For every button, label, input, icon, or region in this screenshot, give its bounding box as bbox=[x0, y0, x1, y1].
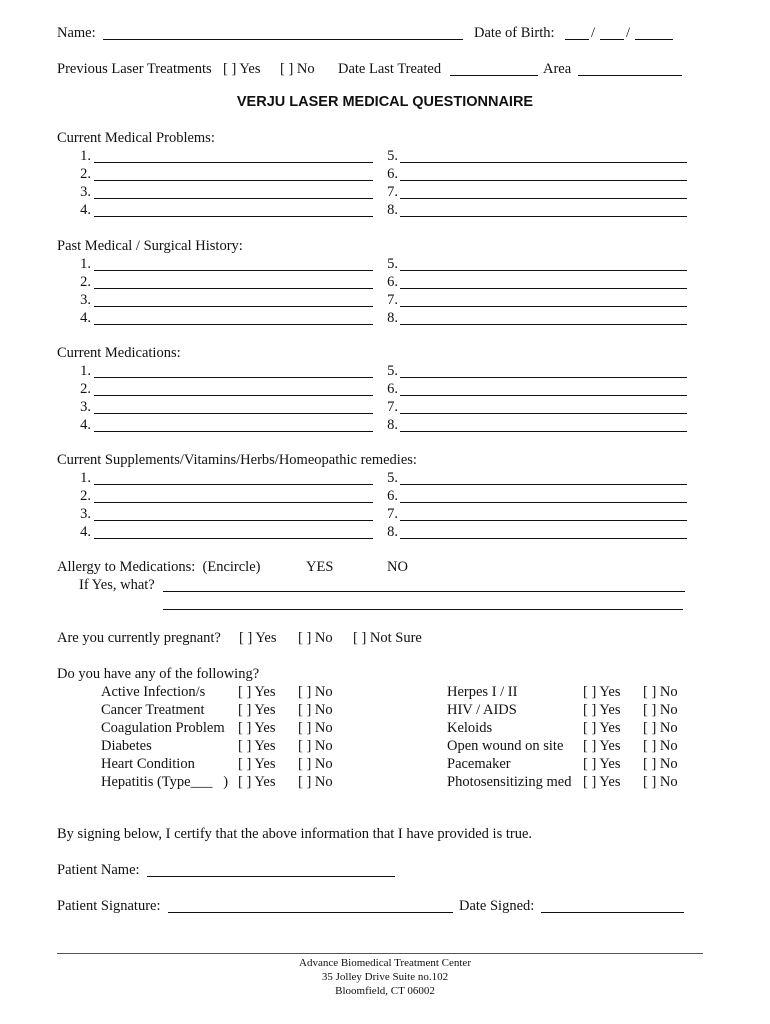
item-number: 4. bbox=[80, 417, 91, 433]
item-number: 8. bbox=[387, 524, 398, 540]
section-entry-field[interactable] bbox=[94, 198, 373, 199]
condition-no-checkbox[interactable]: [ ] No bbox=[298, 684, 333, 700]
condition-yes-checkbox[interactable]: [ ] Yes bbox=[583, 738, 621, 754]
allergy-label: Allergy to Medications: (Encircle) bbox=[57, 559, 261, 575]
item-number: 1. bbox=[80, 363, 91, 379]
date-signed-label: Date Signed: bbox=[459, 898, 535, 914]
section-label-past-history: Past Medical / Surgical History: bbox=[57, 238, 243, 254]
condition-label: Cancer Treatment bbox=[101, 702, 205, 718]
section-entry-field[interactable] bbox=[94, 162, 373, 163]
item-number: 3. bbox=[80, 506, 91, 522]
item-number: 3. bbox=[80, 399, 91, 415]
item-number: 5. bbox=[387, 256, 398, 272]
section-entry-field[interactable] bbox=[400, 520, 687, 521]
section-entry-field[interactable] bbox=[94, 431, 373, 432]
item-number: 1. bbox=[80, 256, 91, 272]
condition-no-checkbox[interactable]: [ ] No bbox=[643, 756, 678, 772]
item-number: 6. bbox=[387, 166, 398, 182]
section-entry-field[interactable] bbox=[400, 502, 687, 503]
item-number: 2. bbox=[80, 488, 91, 504]
section-entry-field[interactable] bbox=[400, 180, 687, 181]
section-entry-field[interactable] bbox=[400, 324, 687, 325]
footer-divider bbox=[57, 953, 703, 954]
item-number: 6. bbox=[387, 274, 398, 290]
allergy-details-field-2[interactable] bbox=[163, 609, 683, 610]
section-entry-field[interactable] bbox=[400, 216, 687, 217]
condition-no-checkbox[interactable]: [ ] No bbox=[643, 702, 678, 718]
condition-label: Open wound on site bbox=[447, 738, 564, 754]
dob-sep-2: / bbox=[626, 25, 631, 41]
section-entry-field[interactable] bbox=[94, 484, 373, 485]
condition-yes-checkbox[interactable]: [ ] Yes bbox=[238, 684, 276, 700]
condition-no-checkbox[interactable]: [ ] No bbox=[298, 702, 333, 718]
item-number: 7. bbox=[387, 506, 398, 522]
dob-year-field[interactable] bbox=[635, 39, 673, 40]
dob-day-field[interactable] bbox=[600, 39, 624, 40]
section-label-supplements: Current Supplements/Vitamins/Herbs/Homeopathic remedies: bbox=[57, 452, 417, 468]
item-number: 5. bbox=[387, 363, 398, 379]
date-last-treated-field[interactable] bbox=[450, 75, 538, 76]
area-label: Area bbox=[543, 61, 572, 77]
item-number: 8. bbox=[387, 202, 398, 218]
item-number: 4. bbox=[80, 524, 91, 540]
allergy-no-option[interactable]: NO bbox=[387, 559, 408, 575]
condition-label: Keloids bbox=[447, 720, 493, 736]
dob-sep-1: / bbox=[591, 25, 596, 41]
section-entry-field[interactable] bbox=[94, 216, 373, 217]
section-entry-field[interactable] bbox=[400, 395, 687, 396]
section-entry-field[interactable] bbox=[94, 288, 373, 289]
section-entry-field[interactable] bbox=[94, 180, 373, 181]
previous-yes-checkbox[interactable]: [ ] Yes bbox=[223, 61, 261, 77]
conditions-question: Do you have any of the following? bbox=[57, 666, 260, 682]
item-number: 2. bbox=[80, 166, 91, 182]
condition-yes-checkbox[interactable]: [ ] Yes bbox=[583, 756, 621, 772]
condition-no-checkbox[interactable]: [ ] No bbox=[643, 720, 678, 736]
name-label: Name: bbox=[57, 25, 96, 41]
previous-treatments-label: Previous Laser Treatments bbox=[57, 61, 212, 77]
item-number: 4. bbox=[80, 310, 91, 326]
condition-yes-checkbox[interactable]: [ ] Yes bbox=[238, 756, 276, 772]
item-number: 4. bbox=[80, 202, 91, 218]
section-entry-field[interactable] bbox=[94, 306, 373, 307]
condition-label: Herpes I / II bbox=[447, 684, 518, 700]
area-field[interactable] bbox=[578, 75, 682, 76]
section-entry-field[interactable] bbox=[400, 288, 687, 289]
condition-label: Photosensitizing med bbox=[447, 774, 572, 790]
allergy-yes-option[interactable]: YES bbox=[306, 559, 334, 575]
condition-label: Pacemaker bbox=[447, 756, 511, 772]
section-entry-field[interactable] bbox=[94, 502, 373, 503]
condition-label: Active Infection/s bbox=[101, 684, 206, 700]
section-entry-field[interactable] bbox=[94, 324, 373, 325]
item-number: 3. bbox=[80, 184, 91, 200]
item-number: 5. bbox=[387, 148, 398, 164]
item-number: 8. bbox=[387, 310, 398, 326]
condition-yes-checkbox[interactable]: [ ] Yes bbox=[238, 774, 276, 790]
item-number: 2. bbox=[80, 381, 91, 397]
condition-yes-checkbox[interactable]: [ ] Yes bbox=[583, 774, 621, 790]
pregnant-yes-checkbox[interactable]: [ ] Yes bbox=[239, 630, 277, 646]
form-title: VERJU LASER MEDICAL QUESTIONNAIRE bbox=[236, 94, 534, 110]
section-entry-field[interactable] bbox=[94, 538, 373, 539]
pregnant-not-sure-checkbox[interactable]: [ ] Not Sure bbox=[353, 630, 422, 646]
item-number: 1. bbox=[80, 470, 91, 486]
condition-yes-checkbox[interactable]: [ ] Yes bbox=[583, 720, 621, 736]
section-entry-field[interactable] bbox=[400, 377, 687, 378]
section-entry-field[interactable] bbox=[94, 395, 373, 396]
footer-line-3: Bloomfield, CT 06002 bbox=[335, 985, 435, 997]
dob-label: Date of Birth: bbox=[474, 25, 555, 41]
section-entry-field[interactable] bbox=[94, 413, 373, 414]
section-label-current-problems: Current Medical Problems: bbox=[57, 130, 215, 146]
condition-yes-checkbox[interactable]: [ ] Yes bbox=[238, 738, 276, 754]
item-number: 7. bbox=[387, 184, 398, 200]
pregnant-question: Are you currently pregnant? bbox=[57, 630, 221, 646]
condition-yes-checkbox[interactable]: [ ] Yes bbox=[583, 702, 621, 718]
patient-signature-field[interactable] bbox=[168, 912, 453, 913]
footer-line-1: Advance Biomedical Treatment Center bbox=[299, 957, 471, 969]
item-number: 2. bbox=[80, 274, 91, 290]
section-label-medications: Current Medications: bbox=[57, 345, 181, 361]
condition-label: Hepatitis (Type___ ) bbox=[101, 774, 229, 790]
condition-label: HIV / AIDS bbox=[447, 702, 517, 718]
item-number: 5. bbox=[387, 470, 398, 486]
item-number: 6. bbox=[387, 488, 398, 504]
condition-label: Heart Condition bbox=[101, 756, 195, 772]
item-number: 3. bbox=[80, 292, 91, 308]
section-entry-field[interactable] bbox=[400, 306, 687, 307]
condition-no-checkbox[interactable]: [ ] No bbox=[643, 684, 678, 700]
pregnant-no-checkbox[interactable]: [ ] No bbox=[298, 630, 333, 646]
item-number: 6. bbox=[387, 381, 398, 397]
patient-signature-label: Patient Signature: bbox=[57, 898, 161, 914]
condition-no-checkbox[interactable]: [ ] No bbox=[643, 738, 678, 754]
allergy-details-field-1[interactable] bbox=[163, 591, 685, 592]
patient-name-label: Patient Name: bbox=[57, 862, 140, 878]
section-entry-field[interactable] bbox=[94, 377, 373, 378]
section-entry-field[interactable] bbox=[400, 162, 687, 163]
previous-no-checkbox[interactable]: [ ] No bbox=[280, 61, 315, 77]
section-entry-field[interactable] bbox=[94, 270, 373, 271]
section-entry-field[interactable] bbox=[400, 270, 687, 271]
date-signed-field[interactable] bbox=[541, 912, 684, 913]
condition-yes-checkbox[interactable]: [ ] Yes bbox=[583, 684, 621, 700]
name-field[interactable] bbox=[103, 39, 463, 40]
condition-label: Coagulation Problem bbox=[101, 720, 225, 736]
footer-line-2: 35 Jolley Drive Suite no.102 bbox=[321, 971, 449, 983]
condition-no-checkbox[interactable]: [ ] No bbox=[298, 738, 333, 754]
condition-no-checkbox[interactable]: [ ] No bbox=[643, 774, 678, 790]
condition-yes-checkbox[interactable]: [ ] Yes bbox=[238, 720, 276, 736]
allergy-if-yes-label: If Yes, what? bbox=[79, 577, 155, 593]
section-entry-field[interactable] bbox=[400, 484, 687, 485]
condition-yes-checkbox[interactable]: [ ] Yes bbox=[238, 702, 276, 718]
dob-month-field[interactable] bbox=[565, 39, 589, 40]
section-entry-field[interactable] bbox=[400, 413, 687, 414]
item-number: 7. bbox=[387, 399, 398, 415]
date-last-treated-label: Date Last Treated bbox=[338, 61, 442, 77]
condition-no-checkbox[interactable]: [ ] No bbox=[298, 774, 333, 790]
condition-label: Diabetes bbox=[101, 738, 152, 754]
section-entry-field[interactable] bbox=[400, 538, 687, 539]
item-number: 7. bbox=[387, 292, 398, 308]
item-number: 8. bbox=[387, 417, 398, 433]
section-entry-field[interactable] bbox=[400, 431, 687, 432]
condition-no-checkbox[interactable]: [ ] No bbox=[298, 756, 333, 772]
item-number: 1. bbox=[80, 148, 91, 164]
patient-name-field[interactable] bbox=[147, 876, 395, 877]
section-entry-field[interactable] bbox=[94, 520, 373, 521]
section-entry-field[interactable] bbox=[400, 198, 687, 199]
certify-statement: By signing below, I certify that the above information that I have provided is true. bbox=[57, 826, 533, 842]
condition-no-checkbox[interactable]: [ ] No bbox=[298, 720, 333, 736]
